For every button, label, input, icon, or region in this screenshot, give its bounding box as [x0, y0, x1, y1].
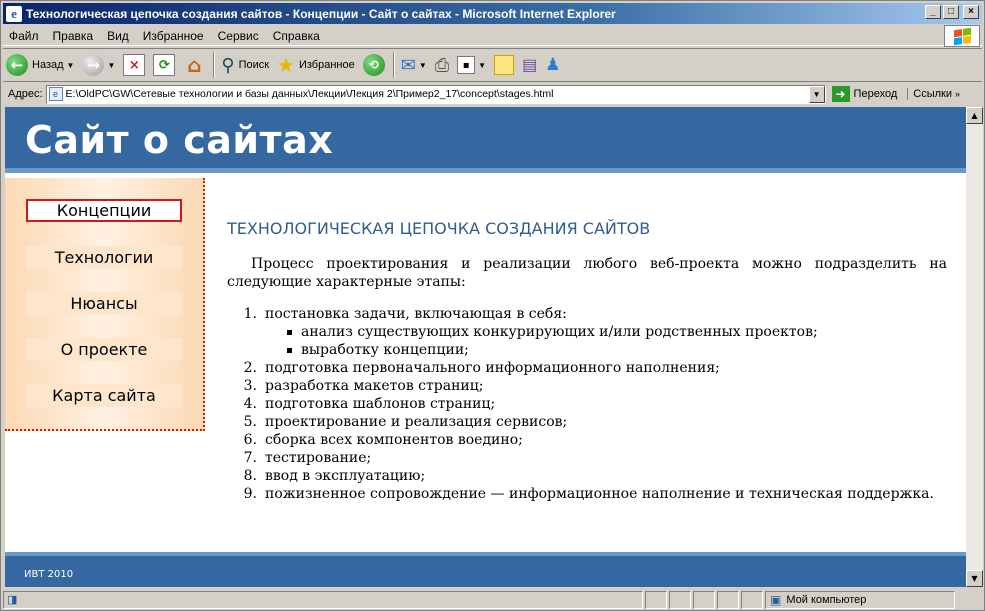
home-button[interactable]: [180, 51, 208, 79]
menu-help[interactable]: Справка: [272, 28, 320, 43]
list-item: [227, 395, 947, 413]
refresh-icon: ⟳: [153, 54, 175, 76]
back-label: Назад: [32, 59, 64, 71]
maximize-button[interactable]: □: [943, 5, 959, 19]
nav-item-nuances[interactable]: Нюансы: [26, 292, 182, 315]
sub-list: [227, 323, 947, 359]
search-label: Поиск: [238, 59, 270, 71]
search-icon: ⚲: [221, 54, 235, 75]
print-button[interactable]: [432, 51, 452, 79]
list-item-number: 6.: [243, 432, 257, 448]
bullet-icon: [287, 348, 292, 353]
status-main: [3, 591, 643, 609]
links-label: Ссылки: [913, 88, 952, 100]
site-header: [5, 107, 966, 173]
list-item-number: 1.: [243, 306, 257, 322]
list-item-number: 5.: [243, 414, 257, 430]
list-item-number: 7.: [243, 450, 257, 466]
status-zone-label: Мой компьютер: [786, 593, 867, 606]
list-item-number: 8.: [243, 468, 257, 484]
list-item-number: 3.: [243, 378, 257, 394]
history-icon: ⟲: [363, 54, 385, 76]
menu-bar: [3, 26, 982, 46]
favorites-star-icon: ★: [277, 54, 295, 77]
list-item: [227, 485, 947, 503]
list-item-text: проектирование и реализация сервисов;: [265, 414, 568, 430]
list-item-text: сборка всех компонентов воедино;: [265, 432, 523, 448]
list-item-text: постановка задачи, включающая в себя:: [265, 306, 567, 322]
list-item-text: тестирование;: [265, 450, 372, 466]
edit-button[interactable]: [454, 51, 489, 79]
site-nav: [5, 178, 205, 431]
forward-arrow-icon: →: [82, 54, 104, 76]
computer-icon: ▣: [770, 592, 782, 607]
stop-icon: ×: [123, 54, 145, 76]
list-item-text: ввод в эксплуатацию;: [265, 468, 426, 484]
list-item: [227, 431, 947, 449]
address-bar: [3, 83, 982, 105]
page-icon: e: [49, 87, 63, 101]
menu-view[interactable]: Вид: [107, 28, 129, 43]
close-button[interactable]: ×: [963, 5, 979, 19]
forward-button[interactable]: [79, 51, 118, 79]
history-button[interactable]: [360, 51, 388, 79]
page-heading: ТЕХНОЛОГИЧЕСКАЯ ЦЕПОЧКА СОЗДАНИЯ САЙТОВ: [227, 219, 651, 238]
note-icon: [494, 55, 514, 75]
toolbar-separator: [393, 52, 395, 78]
nav-item-sitemap[interactable]: Карта сайта: [26, 384, 182, 407]
steps-list-continued: [227, 359, 947, 503]
main-content: [227, 219, 947, 503]
page-viewport: [5, 107, 966, 587]
forward-dropdown-icon[interactable]: ▼: [107, 60, 116, 70]
list-item-number: 4.: [243, 396, 257, 412]
list-item-number: 9.: [243, 486, 257, 502]
list-item: [227, 467, 947, 485]
list-item-text: разработка макетов страниц;: [265, 378, 484, 394]
chevron-right-icon: »: [955, 89, 961, 99]
home-icon: ⌂: [187, 53, 202, 77]
menu-edit[interactable]: Правка: [52, 28, 94, 43]
go-arrow-icon: ➜: [832, 86, 850, 102]
mail-button[interactable]: [398, 51, 430, 79]
mail-icon: ✉: [400, 54, 416, 75]
sub-list-item-text: анализ существующих конкурирующих и/или родственных проектов;: [301, 324, 818, 340]
back-dropdown-icon[interactable]: ▼: [66, 60, 75, 70]
sub-list-item: [227, 341, 947, 359]
back-arrow-icon: ←: [6, 54, 28, 76]
menu-tools[interactable]: Сервис: [217, 28, 259, 43]
research-icon: ▤: [522, 57, 538, 74]
list-item-number: 2.: [243, 360, 257, 376]
edit-icon: ▪: [457, 56, 475, 74]
bullet-icon: [287, 330, 292, 335]
list-item: [227, 449, 947, 467]
sub-list-item-text: выработку концепции;: [301, 342, 469, 358]
stop-button[interactable]: [120, 51, 148, 79]
status-cell: [669, 591, 691, 609]
list-item-text: подготовка первоначального информационного наполнения;: [265, 360, 720, 376]
footer-text: ИВТ 2010: [24, 569, 74, 580]
address-label: Адрес:: [8, 88, 43, 100]
go-label: Переход: [853, 88, 898, 100]
mail-dropdown-icon[interactable]: ▼: [418, 60, 427, 70]
nav-item-technologies[interactable]: Технологии: [26, 246, 182, 269]
list-item: [227, 359, 947, 377]
list-item: [227, 413, 947, 431]
address-input[interactable]: [46, 85, 826, 104]
refresh-button[interactable]: [150, 51, 178, 79]
title-bar[interactable]: [3, 3, 982, 24]
minimize-button[interactable]: _: [925, 5, 941, 19]
address-dropdown-icon[interactable]: ▼: [809, 86, 825, 103]
nav-item-about[interactable]: О проекте: [26, 338, 182, 361]
research-button[interactable]: [519, 51, 540, 79]
window-title: Технологическая цепочка создания сайтов - Концепции - Сайт о сайтах - Microsoft Internet Explorer: [26, 6, 616, 21]
windows-logo-icon: [944, 25, 980, 47]
list-item-text: подготовка шаблонов страниц;: [265, 396, 496, 412]
ie-logo-icon: e: [6, 6, 22, 22]
status-cell: [645, 591, 667, 609]
edit-dropdown-icon[interactable]: ▼: [478, 60, 487, 70]
scroll-up-icon[interactable]: ▲: [966, 107, 983, 124]
discuss-button[interactable]: [491, 51, 517, 79]
status-bar: [3, 589, 982, 610]
toolbar: [3, 48, 982, 82]
page-status-icon: ◨: [7, 594, 18, 606]
status-cell: [741, 591, 763, 609]
favorites-button[interactable]: [274, 51, 358, 79]
status-zone: [765, 591, 955, 609]
vertical-scrollbar[interactable]: [966, 107, 983, 587]
list-item: [227, 305, 947, 323]
site-title: Сайт о сайтах: [25, 118, 334, 162]
favorites-label: Избранное: [298, 59, 355, 71]
scroll-down-icon[interactable]: ▼: [966, 570, 983, 587]
messenger-button[interactable]: [542, 51, 563, 79]
toolbar-separator: [213, 52, 215, 78]
back-button[interactable]: [3, 51, 77, 79]
go-button[interactable]: [832, 86, 898, 102]
sub-list-item: [227, 323, 947, 341]
menu-file[interactable]: Файл: [9, 28, 39, 43]
status-cell: [693, 591, 715, 609]
intro-paragraph: Процесс проектирования и реализации любого веб-проекта можно подразделить на следующие характерные этапы:: [227, 256, 947, 290]
nav-item-concepts[interactable]: Концепции: [26, 199, 182, 222]
site-footer: [5, 552, 966, 587]
links-button[interactable]: [907, 88, 960, 100]
list-item: [227, 377, 947, 395]
steps-list: [227, 305, 947, 323]
search-button[interactable]: [218, 51, 272, 79]
address-url: E:\OldPC\GW\Сетевые технологии и базы данных\Лекции\Лекция 2\Пример2_17\concept\stages.html: [65, 88, 554, 100]
messenger-icon: ♟: [545, 55, 561, 74]
menu-favorites[interactable]: Избранное: [142, 28, 204, 43]
print-icon: ⎙: [434, 54, 450, 75]
list-item-text: пожизненное сопровождение — информационное наполнение и техническая поддержка.: [265, 486, 934, 502]
status-cell: [717, 591, 739, 609]
